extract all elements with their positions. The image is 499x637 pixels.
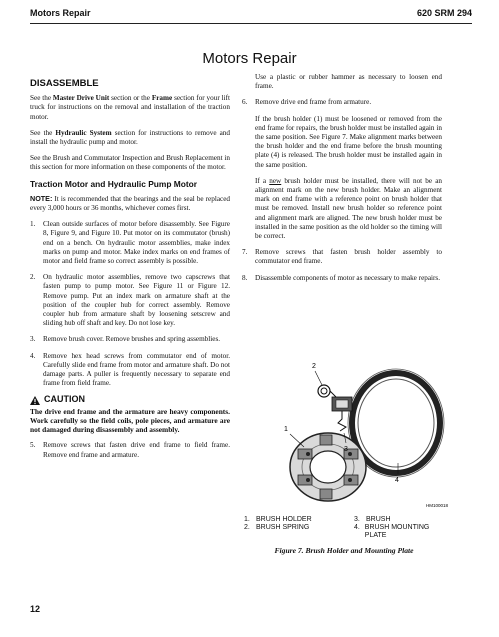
figure-caption: Figure 7. Brush Holder and Mounting Plate: [274, 546, 414, 555]
step-1: 1. Clean outside surfaces of motor before disassembly. See Figure 8, Figure 9, and Figure 10. Put motor on its commutator (brush) end on a bench. On hydraulic motor assemblies, make index marks on pump and motor. Make index marks on end frames of motor and field frame so correct assembly is possible.: [30, 220, 230, 266]
step-3: 3. Remove brush cover. Remove brushes and spring assemblies.: [30, 335, 221, 344]
header-doc-code: 620 SRM 294: [416, 8, 472, 18]
callout-4: 4: [395, 477, 399, 484]
note-paragraph: NOTE: It is recommended that the bearings and the seal be replaced every 3,000 hours or 36 months, whichever comes first.: [30, 193, 230, 213]
paragraph-master-drive: See the Master Drive Unit section or the Frame section for your lift truck for instructions on the removal and installation of the traction motor.: [30, 94, 230, 121]
paragraph-new-brush-holder: If a new brush holder must be installed, there will not be an alignment mark on the new brush holder. Make an alignment mark on end frame with a reference point on brush holder that must be removed. Install new brush holder so reference point and alignment mark are aligned. The new brush holder must be installed in the same position as the old holder so the timing will be correct.: [255, 176, 442, 241]
page-header: [30, 8, 472, 22]
figure-code: HM100018: [426, 503, 449, 508]
page-title: Motors Repair: [202, 50, 297, 67]
step-2: 2. On hydraulic motor assemblies, remove two capscrews that fasten pump to pump motor. See Figure 11 or Figure 12. Remove pump. Put an index mark on armature shaft at the position of the coupler hub for correct assembly. Remove coupler hub from armature shaft by loosening setscrew and sliding hub off shaft and key. Do not lose key.: [30, 273, 230, 328]
step-5: 5. Remove screws that fasten drive end frame to field frame. Remove end frame and armature.: [30, 441, 230, 459]
legend-num-1: 1.: [244, 516, 250, 523]
paragraph-brush-inspection: See the Brush and Commutator Inspection and Brush Replacement in this section for more information on these components of the motor.: [30, 154, 230, 172]
caution-text: The drive end frame and the armature are heavy components. Work carefully so the field coils, pole pieces, and armature are not damaged during disassembly and assembly.: [30, 406, 230, 435]
figure-legend: [244, 516, 444, 541]
heading-traction-motor: Traction Motor and Hydraulic Pump Motor: [30, 178, 198, 189]
legend-num-2: 2.: [244, 524, 250, 532]
brush-holder-illustration: [258, 357, 458, 511]
step-8: 8. Disassemble components of motor as necessary to make repairs.: [242, 273, 441, 282]
legend-brush-spring: BRUSH SPRING: [256, 524, 310, 532]
legend-brush: BRUSH: [366, 516, 391, 523]
paragraph-brush-holder-realign: If the brush holder (1) must be loosened or removed from the end frame for repairs, the brush holder must be installed again in the same position. See Figure 7. Make alignment marks between the brush holder and the end frame before the brush mounting plate (4) is released. The brush holder must be installed again in the same position.: [255, 114, 442, 169]
caution-heading: CAUTION: [30, 395, 230, 404]
callout-3: 3: [344, 446, 348, 453]
header-rule: [30, 23, 472, 24]
header-section-title: Motors Repair: [30, 8, 91, 18]
brush-holder-figure: [258, 357, 458, 511]
paragraph-hydraulic-system: See the Hydraulic System section for instructions to remove and install the hydraulic pump and motor.: [30, 128, 230, 147]
callout-2: 2: [312, 363, 316, 370]
step-4: 4. Remove hex head screws from commutator end of motor. Carefully slide end frame from motor and armature shaft. Do not damage parts. A puller is frequently necessary to separate end frame from field frame.: [30, 351, 230, 388]
legend-brush-holder: BRUSH HOLDER: [256, 516, 312, 523]
left-column: [30, 73, 230, 467]
step-7: 7. Remove screws that fasten brush holder assembly to commutator end frame.: [242, 248, 442, 266]
legend-num-3: 3.: [354, 516, 360, 523]
legend-num-4: 4.: [354, 524, 360, 532]
page-number: 12: [30, 604, 41, 614]
warning-triangle-icon: [30, 396, 40, 405]
callout-1: 1: [284, 426, 288, 433]
step-6: 6. Remove drive end frame from armature.: [242, 98, 372, 107]
legend-brush-mounting-plate: BRUSH MOUNTING PLATE: [364, 524, 430, 540]
heading-disassemble: DISASSEMBLE: [30, 78, 99, 89]
right-column: [242, 73, 442, 290]
paragraph-continued: Use a plastic or rubber hammer as necessary to loosen end frame.: [255, 73, 442, 91]
